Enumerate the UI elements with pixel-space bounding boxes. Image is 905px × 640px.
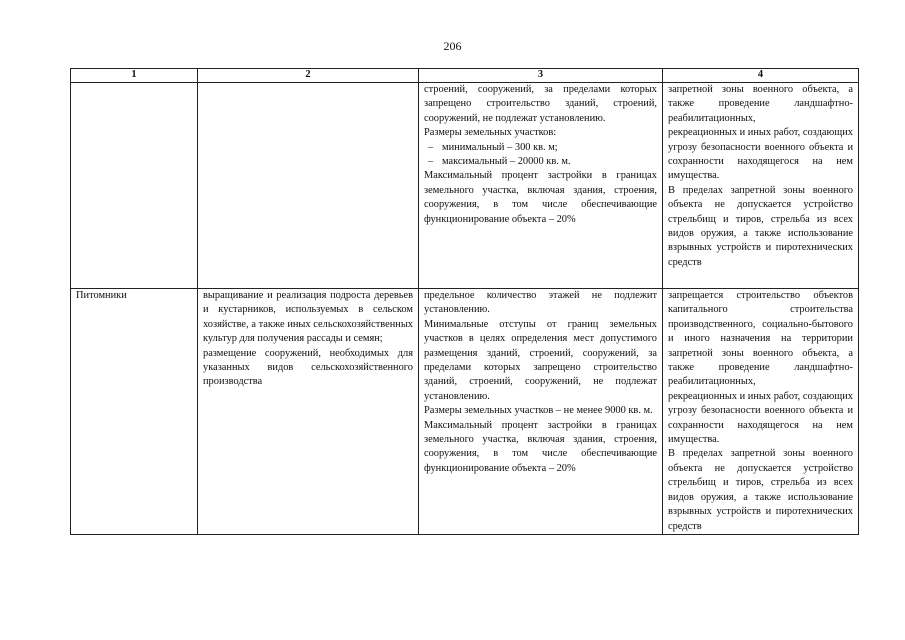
header-row (71, 69, 859, 83)
column-header-4: 4 (663, 69, 859, 83)
row2-col4 (663, 289, 859, 535)
row1-col3 (419, 83, 663, 289)
row1-col3-dash-2: максимальный – 20000 кв. м. (442, 156, 571, 168)
row1-col4-text-3: В пределах запретной зоны военного объекта не допускается устройство стрельбищ и тиров, стрельба из всех видов оружия, а также использование взрывных устройств и пиротехнических средств (668, 184, 853, 268)
row1-col4-text-1: запретной зоны военного объекта, а также проведение ландшафтно-реабилитационных, (668, 84, 853, 124)
row2-col4-text-2: рекреационных и иных работ, создающих угрозу безопасности военного объекта и сохранности находящегося на нем имущества. (668, 390, 853, 446)
column-header-3: 3 (419, 69, 663, 83)
row1-col3-text-1: строений, сооружений, за пределами которых запрещено строительство зданий, строений, сооружений, не подлежат установлению. (424, 84, 657, 124)
row1-col3-text-3: Максимальный процент застройки в границах земельного участка, включая здания, строения, сооружения, в том числе обеспечивающие функционирование объекта – 20% (424, 170, 657, 225)
list-item: – максимальный – 20000 кв. м. (428, 156, 571, 168)
row2-col3-text-4: Максимальный процент застройки в границах земельного участка, включая здания, строения, сооружения, в том числе обеспечивающие функционирование объекта – 20% (424, 419, 657, 474)
row1-col3-dash-1: минимальный – 300 кв. м; (442, 141, 558, 153)
row2-col2-text-2: размещение сооружений, необходимых для указанных видов сельскохозяйственного производства (203, 347, 413, 388)
column-header-2: 2 (198, 69, 419, 83)
row1-col4 (663, 83, 859, 289)
row1-col2 (198, 83, 419, 289)
list-item: – минимальный – 300 кв. м; (428, 141, 558, 153)
row2-col4-text-1: запрещается строительство объектов капитального строительства производственного, социально-бытового и иного назначения на территории запретной зоны военного объекта, а также проведение ландшафтно-реабилитационных, (668, 290, 853, 388)
table-row (71, 83, 859, 289)
row1-col1 (71, 83, 198, 289)
row2-col2 (198, 289, 419, 535)
page-number: 206 (443, 39, 462, 53)
table-row (71, 289, 859, 535)
row2-col1: Питомники (71, 289, 198, 535)
row1-col4-text-2: рекреационных и иных работ, создающих угрозу безопасности военного объекта и сохранности находящегося на нем имущества. (668, 127, 853, 182)
column-header-1: 1 (71, 69, 198, 83)
row2-col3 (419, 289, 663, 535)
row2-col2-text-1: выращивание и реализация подроста деревьев и кустарников, используемых в сельском хозяйстве, а также иных сельскохозяйственных культур для получения рассады и семян; (203, 290, 413, 345)
row1-col3-text-2: Размеры земельных участков: (424, 127, 557, 139)
row2-col3-text-3: Размеры земельных участков – не менее 9000 кв. м. (424, 405, 653, 417)
zoning-table (70, 68, 859, 535)
row2-col4-text-3: В пределах запретной зоны военного объекта не допускается устройство стрельбищ и тиров, стрельба из всех видов оружия, а также использование взрывных устройств и пиротехнических средств (668, 448, 853, 532)
row2-col3-text-1: предельное количество этажей не подлежит установлению. (424, 290, 657, 316)
row2-col3-text-2: Минимальные отступы от границ земельных участков в целях определения мест допустимого размещения зданий, строений, сооружений, за пределами которых запрещено строительство зданий, строений, сооружений, не подлежат установлению. (424, 318, 657, 402)
